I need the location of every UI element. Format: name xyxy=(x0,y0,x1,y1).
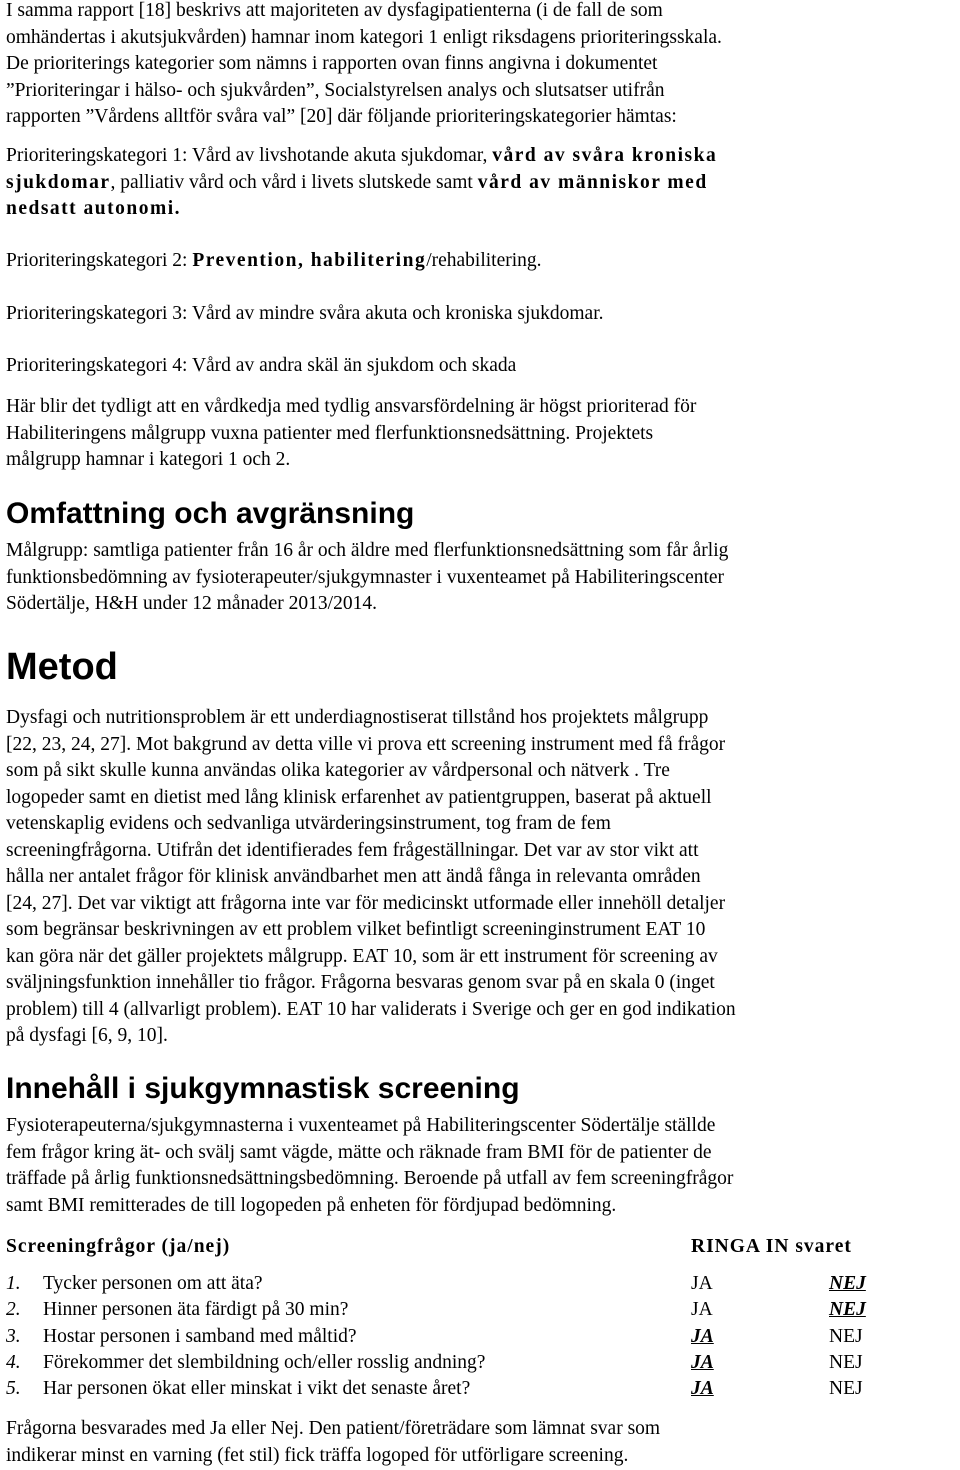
text-line: Habiliteringens målgrupp vuxna patienter med flerfunktionsnedsättning. Projektets xyxy=(6,422,654,444)
screening-row xyxy=(6,1324,956,1350)
question-text: Hostar personen i samband med måltid? xyxy=(43,1325,357,1347)
question-text: Tycker personen om att äta? xyxy=(43,1273,263,1295)
section-heading-method: Metod xyxy=(6,646,118,688)
text-line: funktionsbedömning av fysioterapeuter/sjukgymnaster i vuxenteamet på Habiliteringscenter xyxy=(6,566,725,588)
intro-paragraph xyxy=(6,0,956,131)
method-paragraph xyxy=(6,705,956,1050)
text-line: [24, 27]. Det var viktigt att frågorna inte var för medicinskt utformade eller innehöll detaljer xyxy=(6,892,726,914)
screening-row xyxy=(6,1297,956,1323)
text-line: screeningfrågorna. Utifrån det identifierades fem frågeställningar. Det var av stor vikt att xyxy=(6,839,699,861)
screening-row xyxy=(6,1350,956,1376)
text-line: Målgrupp: samtliga patienter från 16 år och äldre med flerfunktionsnedsättning som får årlig xyxy=(6,540,729,561)
text-line: på dysfagi [6, 9, 10]. xyxy=(6,1025,168,1046)
priority-category-3: Prioriteringskategori 3: Vård av mindre svåra akuta och kroniska sjukdomar. xyxy=(6,303,604,324)
footer-paragraph xyxy=(6,1416,956,1469)
text-line: Här blir det tydligt att en vårdkedja med tydlig ansvarsfördelning är högst prioriterad för xyxy=(6,396,697,417)
text-line: som begränsar beskrivningen av ett problem vilket befintligt screeninginstrument EAT 10 xyxy=(6,919,706,940)
question-text: Har personen ökat eller minskat i vikt det senaste året? xyxy=(43,1378,471,1400)
text-line: omhändertas i akutsjukvården) hamnar inom kategori 1 enligt riksdagens prioriteringsskala. xyxy=(6,26,722,48)
text-line: samt BMI remitterades de till logopeden på enheten för fördjupad bedömning. xyxy=(6,1194,617,1216)
content-paragraph xyxy=(6,1113,956,1219)
text-line: problem) till 4 (allvarligt problem). EAT 10 har validerats i Sverige och ger en god indikation xyxy=(6,998,736,1020)
answer-ja: JA xyxy=(691,1352,714,1374)
text-line: Fysioterapeuterna/sjukgymnasterna i vuxenteamet på Habiliteringscenter Södertälje ställde xyxy=(6,1115,716,1136)
screening-row xyxy=(6,1271,956,1297)
answer-ja: JA xyxy=(691,1273,713,1295)
priority-category-2: Prioriteringskategori 2: Prevention, habilitering/rehabilitering. xyxy=(6,250,542,271)
text-line: Frågorna besvarades med Ja eller Nej. Den patient/företrädare som lämnat svar som xyxy=(6,1418,661,1439)
text-line: sväljningsfunktion innehåller tio frågor. Frågorna besvaras genom svar på en skala 0 (inget xyxy=(6,972,715,993)
text-line: I samma rapport [18] beskrivs att majoriteten av dysfagipatienterna (i de fall de som xyxy=(6,0,663,21)
question-number: 5. xyxy=(6,1378,21,1400)
question-number: 4. xyxy=(6,1352,21,1374)
section-heading-scope: Omfattning och avgränsning xyxy=(6,497,415,530)
question-number: 2. xyxy=(6,1299,21,1321)
care-chain-paragraph xyxy=(6,394,956,474)
text-line: som på sikt skulle kunna användas olika kategorier av vårdpersonal och nätverk . Tre xyxy=(6,760,670,781)
question-text: Förekommer det slembildning och/eller rosslig andning? xyxy=(43,1352,486,1374)
text-line: ”Prioriteringar i hälso- och sjukvården”, Socialstyrelsen analys och slutsatser utifrån xyxy=(6,79,665,101)
answer-ja: JA xyxy=(691,1325,714,1347)
text-line: träffade på årlig funktionsnedsättningsbedömning. Beroende på utfall av fem screeningfrågor xyxy=(6,1168,734,1189)
answer-nej: NEJ xyxy=(829,1352,863,1374)
answer-nej: NEJ xyxy=(829,1325,863,1347)
text-line: logopeder samt en dietist med lång klinisk erfarenhet av patientgruppen, baserat på aktuell xyxy=(6,786,712,808)
text-line: hålla ner antalet frågor för klinisk användbarhet men att ändå fånga in relevanta områden xyxy=(6,866,701,887)
priority-category-4: Prioriteringskategori 4: Vård av andra skäl än sjukdom och skada xyxy=(6,355,517,376)
text-line: Södertälje, H&H under 12 månader 2013/2014. xyxy=(6,593,377,614)
screening-header xyxy=(6,1234,956,1261)
question-number: 1. xyxy=(6,1273,21,1295)
question-text: Hinner personen äta färdigt på 30 min? xyxy=(43,1299,349,1321)
answer-nej: NEJ xyxy=(829,1299,866,1321)
text-line: indikerar minst en varning (fet stil) fick träffa logoped för utförligare screening. xyxy=(6,1444,629,1466)
priority-category-1: Prioriteringskategori 1: Vård av livshotande akuta sjukdomar, vård av svåra kroniska sjukdomar, palliativ vård och vård i livets slutskede samt vård av människor med nedsatt autonomi. xyxy=(6,145,718,219)
answer-nej: NEJ xyxy=(829,1378,863,1400)
screening-header-left: Screeningfrågor (ja/nej) xyxy=(6,1236,231,1257)
text-line: kan göra när det gäller projektets målgrupp. EAT 10, som är ett instrument för screening av xyxy=(6,945,718,967)
text-line: rapporten ”Vårdens alltför svåra val” [20] där följande prioriteringskategorier hämtas: xyxy=(6,106,677,127)
screening-table xyxy=(6,1271,956,1402)
text-line: De prioriterings kategorier som nämns i rapporten ovan finns angivna i dokumentet xyxy=(6,53,658,74)
scope-paragraph xyxy=(6,538,956,618)
answer-ja: JA xyxy=(691,1378,714,1400)
screening-header-right: RINGA IN svaret xyxy=(691,1236,852,1257)
text-line: Dysfagi och nutritionsproblem är ett underdiagnostiserat tillstånd hos projektets målgrupp xyxy=(6,707,709,728)
section-heading-content: Innehåll i sjukgymnastisk screening xyxy=(6,1072,520,1105)
answer-ja: JA xyxy=(691,1299,713,1321)
text-line: fem frågor kring ät- och svälj samt vägde, mätte och räknade fram BMI för de patienter de xyxy=(6,1141,712,1163)
screening-row xyxy=(6,1376,956,1402)
question-number: 3. xyxy=(6,1325,21,1347)
text-line: [22, 23, 24, 27]. Mot bakgrund av detta ville vi prova ett screening instrument med få frågor xyxy=(6,733,726,755)
text-line: vetenskaplig evidens och sedvanliga utvärderingsinstrument, tog fram de fem xyxy=(6,813,611,834)
text-line: målgrupp hamnar i kategori 1 och 2. xyxy=(6,449,291,470)
answer-nej: NEJ xyxy=(829,1273,866,1295)
